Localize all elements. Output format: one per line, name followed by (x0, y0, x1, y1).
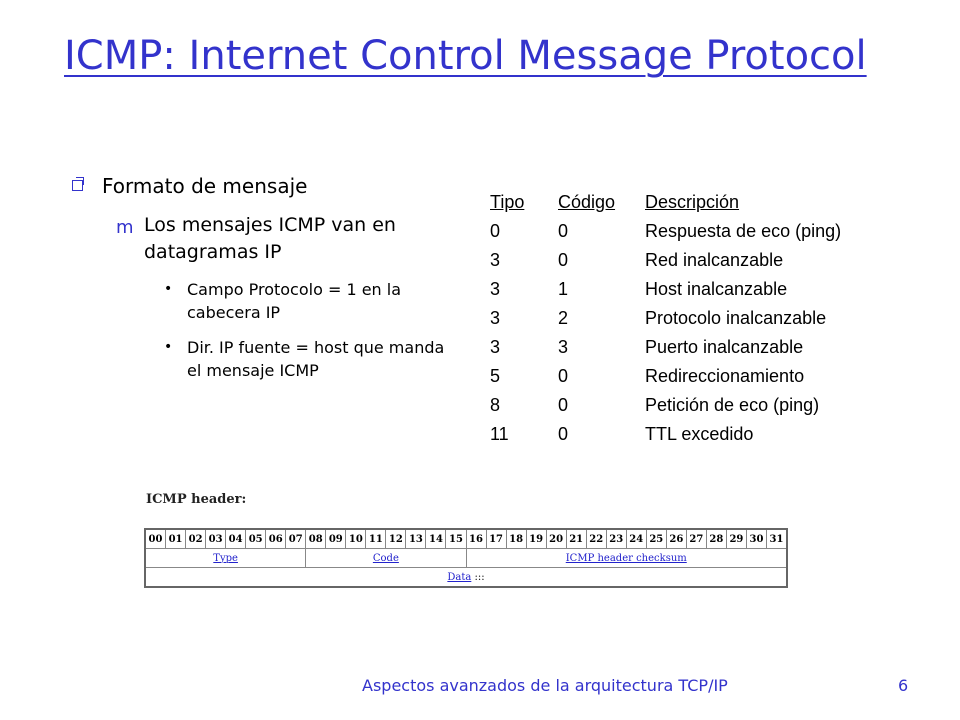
codes-row (490, 250, 890, 279)
bit-number-cell: 20 (546, 529, 566, 549)
code-code: 1 (558, 279, 569, 299)
bullet-text: Campo Protocolo = 1 en la cabecera IP (187, 280, 402, 322)
code-desc: TTL excedido (645, 424, 754, 444)
code-type: 11 (490, 424, 509, 444)
box-bullet-icon (72, 180, 83, 191)
code-type: 3 (490, 337, 501, 357)
code-code: 0 (558, 366, 569, 386)
bit-number-cell: 18 (506, 529, 526, 549)
codes-row (490, 308, 890, 337)
bit-number-cell: 09 (326, 529, 346, 549)
code-code: 0 (558, 221, 569, 241)
header-codigo: Código (558, 192, 616, 212)
fields-row (145, 549, 787, 568)
icmp-header-diagram (138, 488, 788, 604)
bullet-level3 (72, 278, 462, 324)
codes-row (490, 424, 890, 453)
code-desc: Respuesta de eco (ping) (645, 221, 842, 241)
bit-number-cell: 14 (426, 529, 446, 549)
icmp-header-title: ICMP header: (146, 492, 247, 507)
bit-number-cell: 29 (726, 529, 746, 549)
type-link[interactable]: Type (213, 552, 238, 564)
bullet-level2 (72, 212, 462, 266)
bullet-level1 (72, 172, 462, 200)
bit-number-cell: 23 (606, 529, 626, 549)
footer-text: Aspectos avanzados de la arquitectura TCP/IP (362, 676, 728, 695)
bit-number-cell: 07 (286, 529, 306, 549)
bit-number-cell: 00 (145, 529, 166, 549)
code-desc: Redireccionamiento (645, 366, 805, 386)
codes-row (490, 221, 890, 250)
code-type: 5 (490, 366, 501, 386)
code-code: 0 (558, 395, 569, 415)
codes-row (490, 395, 890, 424)
bit-number-cell: 08 (306, 529, 326, 549)
code-desc: Puerto inalcanzable (645, 337, 804, 357)
code-code: 3 (558, 337, 569, 357)
code-type: 3 (490, 250, 501, 270)
bit-number-cell: 02 (186, 529, 206, 549)
bit-number-cell: 13 (406, 529, 426, 549)
code-type: 0 (490, 221, 501, 241)
codes-row (490, 279, 890, 308)
bit-number-cell: 10 (346, 529, 366, 549)
data-link[interactable]: Data (447, 571, 472, 583)
code-code: 2 (558, 308, 569, 328)
bit-number-cell: 19 (526, 529, 546, 549)
checksum-link[interactable]: ICMP header checksum (565, 552, 687, 564)
data-suffix: ::: (474, 571, 485, 583)
bit-numbers-row (145, 529, 787, 549)
bit-number-cell: 26 (666, 529, 686, 549)
code-desc: Petición de eco (ping) (645, 395, 820, 415)
bullet-text: Los mensajes ICMP van en datagramas IP (144, 214, 396, 263)
bit-number-cell: 04 (226, 529, 246, 549)
bit-number-cell: 01 (166, 529, 186, 549)
slide-title: ICMP: Internet Control Message Protocol (64, 33, 867, 79)
data-row (145, 568, 787, 588)
code-type: 3 (490, 279, 501, 299)
field-data[interactable] (145, 568, 787, 588)
bit-number-cell: 21 (566, 529, 586, 549)
field-checksum[interactable] (466, 549, 787, 568)
code-link[interactable]: Code (372, 552, 399, 564)
bullet-text: Formato de mensaje (102, 174, 308, 198)
dot-bullet-icon: • (164, 339, 173, 355)
code-type: 3 (490, 308, 501, 328)
code-code: 0 (558, 424, 569, 444)
bit-number-cell: 17 (486, 529, 506, 549)
header-tipo: Tipo (490, 192, 525, 212)
icmp-codes-table (490, 192, 890, 453)
bit-number-cell: 12 (386, 529, 406, 549)
m-bullet-icon: m (116, 217, 134, 238)
header-descripcion: Descripción (645, 192, 740, 212)
code-desc: Red inalcanzable (645, 250, 784, 270)
code-desc: Protocolo inalcanzable (645, 308, 827, 328)
codes-row (490, 337, 890, 366)
field-type[interactable] (145, 549, 306, 568)
bit-number-cell: 24 (626, 529, 646, 549)
code-code: 0 (558, 250, 569, 270)
bit-number-cell: 27 (686, 529, 706, 549)
bullet-text: Dir. IP fuente = host que manda el mensaje ICMP (187, 338, 445, 380)
bit-number-cell: 11 (366, 529, 386, 549)
dot-bullet-icon: • (164, 281, 173, 297)
code-desc: Host inalcanzable (645, 279, 788, 299)
bit-number-cell: 31 (766, 529, 787, 549)
code-type: 8 (490, 395, 501, 415)
bit-number-cell: 25 (646, 529, 666, 549)
bit-number-cell: 15 (446, 529, 466, 549)
bullet-list (72, 172, 462, 382)
bit-number-cell: 22 (586, 529, 606, 549)
page-number: 6 (898, 676, 909, 695)
field-code[interactable] (306, 549, 466, 568)
bit-number-cell: 03 (206, 529, 226, 549)
bit-number-cell: 28 (706, 529, 726, 549)
codes-row (490, 366, 890, 395)
bit-number-cell: 05 (246, 529, 266, 549)
bit-number-cell: 06 (266, 529, 286, 549)
icmp-header-grid (144, 528, 788, 588)
bit-number-cell: 16 (466, 529, 486, 549)
bit-number-cell: 30 (746, 529, 766, 549)
bullet-level3 (72, 336, 462, 382)
codes-header-row (490, 192, 890, 221)
